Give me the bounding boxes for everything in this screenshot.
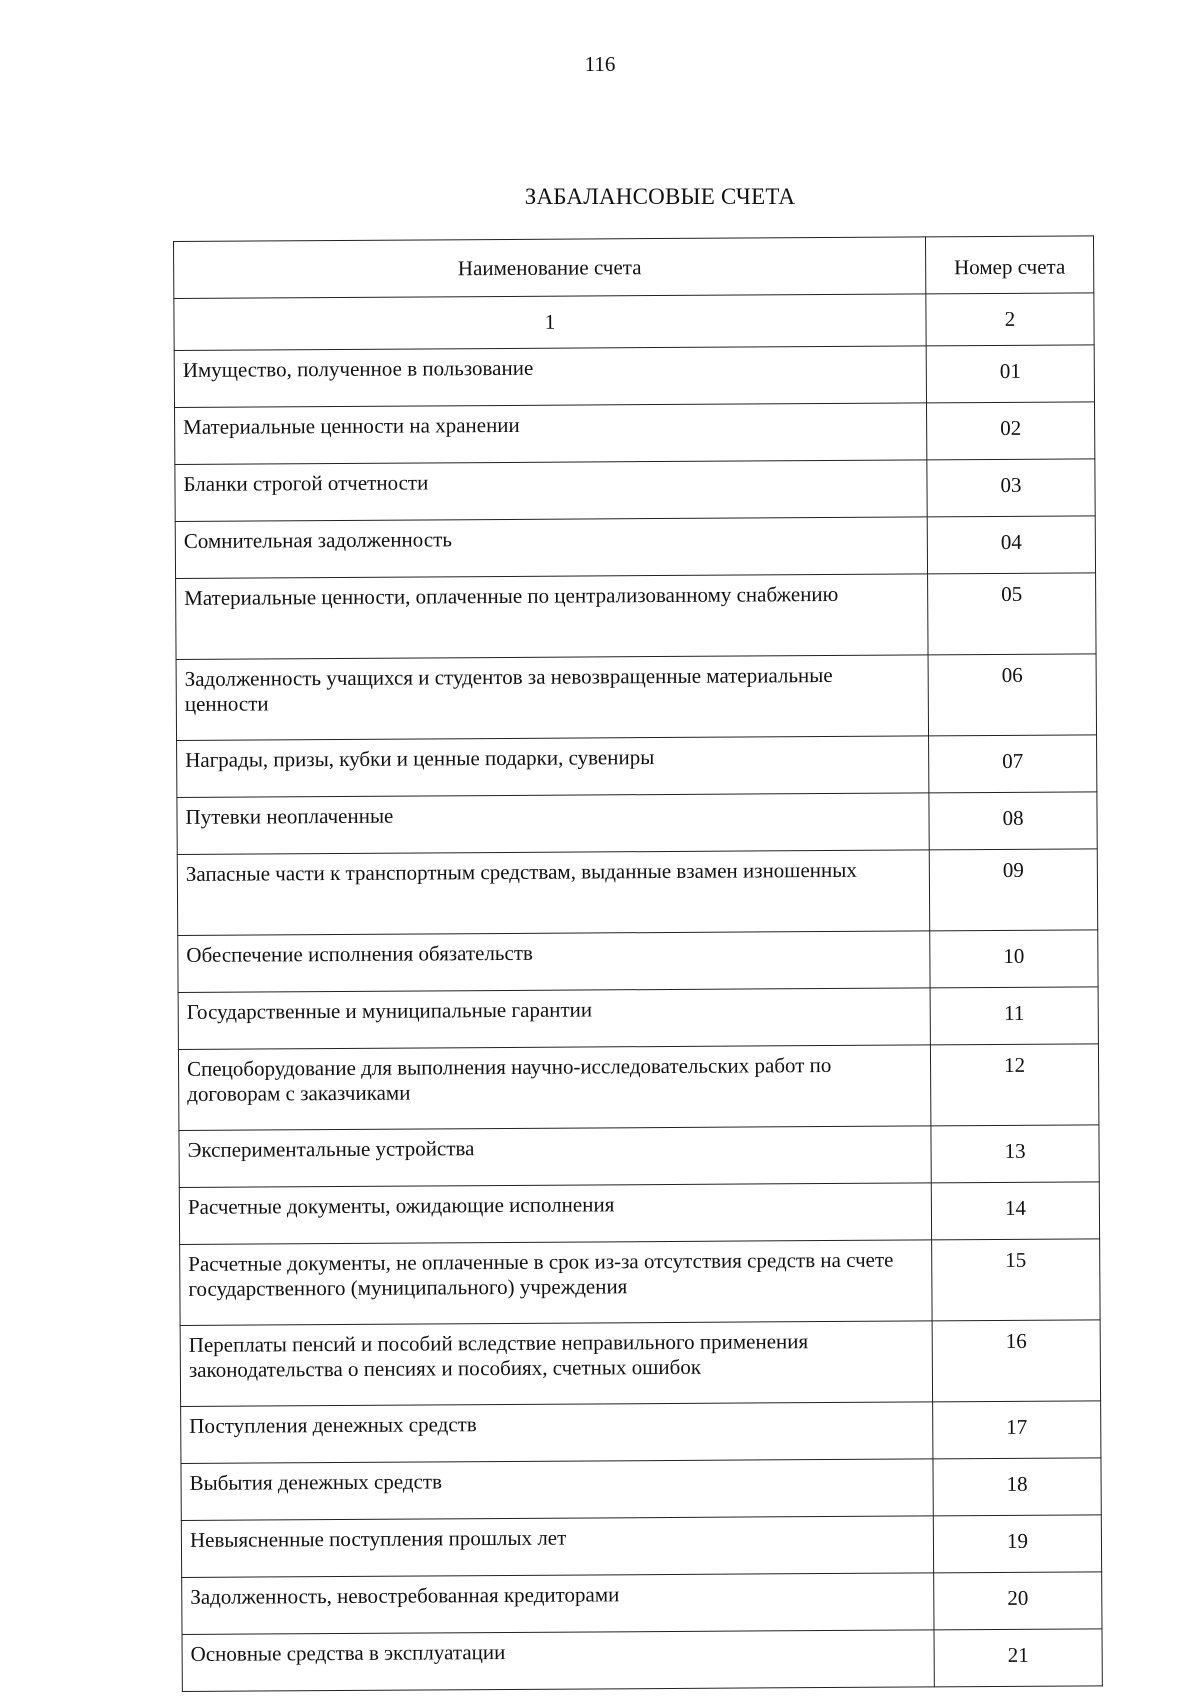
account-name: Спецоборудование для выполнения научно-исследовательских работ по договорам с заказчиками [178,1045,930,1131]
account-number: 11 [930,987,1098,1045]
account-name: Выбытия денежных средств [181,1459,933,1521]
account-name: Экспериментальные устройства [179,1126,931,1188]
account-name: Путевки неоплаченные [177,793,929,855]
account-name: Имущество, полученное в пользование [174,346,926,408]
table-row [182,1572,1102,1635]
column-index-1: 1 [174,294,926,351]
account-name: Основные средства в эксплуатации [182,1630,934,1692]
account-name: Невыясненные поступления прошлых лет [181,1516,933,1578]
table-row [174,345,1094,408]
account-name: Обеспечение исполнения обязательств [178,931,930,993]
table-header-row [174,236,1094,299]
page-number: 116 [584,52,616,76]
account-number: 01 [926,345,1094,403]
account-number: 07 [929,735,1097,793]
account-name: Переплаты пенсий и пособий вследствие неправильного применения законодательства о пенсиях и пособиях, счетных ошибок [180,1321,932,1407]
account-number: 10 [930,930,1098,988]
account-number: 18 [933,1458,1101,1516]
table-row [177,735,1097,798]
header-account-name: Наименование счета [174,237,926,299]
account-name: Запасные части к транспортным средствам, выданные взамен изношенных [177,850,929,936]
account-number: 17 [933,1401,1101,1459]
account-name: Бланки строгой отчетности [175,460,927,522]
account-number: 20 [934,1572,1102,1630]
account-number: 14 [931,1182,1099,1240]
account-name: Материальные ценности, оплаченные по централизованному снабжению [176,574,928,660]
account-number: 05 [928,573,1096,655]
table-row [180,1320,1100,1407]
column-index-row [174,293,1094,351]
table-row [175,402,1095,465]
account-number: 04 [927,516,1095,574]
table-row [178,987,1098,1050]
table-row [175,516,1095,579]
account-name: Сомнительная задолженность [175,517,927,579]
account-name: Расчетные документы, не оплаченные в срок из-за отсутствия средств на счете государственного (муниципального) учреждения [180,1240,932,1326]
account-number: 15 [932,1239,1100,1321]
table-row [181,1401,1101,1464]
account-number: 02 [927,402,1095,460]
account-name: Материальные ценности на хранении [175,403,927,465]
table-row [176,654,1096,741]
table-row [179,1182,1099,1245]
table-row [182,1629,1102,1692]
table-row [178,930,1098,993]
column-index-2: 2 [926,293,1094,346]
account-number: 08 [929,792,1097,850]
table-row [176,573,1096,660]
account-name: Задолженность, невостребованная кредиторами [182,1573,934,1635]
off-balance-accounts-table [173,235,1103,1692]
table-row [179,1125,1099,1188]
table-row [177,849,1097,936]
table-row [180,1239,1100,1326]
account-number: 12 [930,1044,1098,1126]
account-number: 06 [928,654,1096,736]
account-number: 03 [927,459,1095,517]
account-number: 21 [934,1629,1102,1687]
account-name: Расчетные документы, ожидающие исполнения [179,1183,931,1245]
table-row [177,792,1097,855]
table-row [181,1515,1101,1578]
account-name: Задолженность учащихся и студентов за невозвращенные материальные ценности [176,655,928,741]
account-name: Поступления денежных средств [181,1402,933,1464]
account-number: 19 [933,1515,1101,1573]
document-title: ЗАБАЛАНСОВЫЕ СЧЕТА [524,184,796,209]
table-row [181,1458,1101,1521]
account-name: Награды, призы, кубки и ценные подарки, сувениры [177,736,929,798]
account-number: 09 [929,849,1097,931]
account-number: 16 [932,1320,1100,1402]
account-number: 13 [931,1125,1099,1183]
table-row [175,459,1095,522]
account-name: Государственные и муниципальные гарантии [178,988,930,1050]
table-row [178,1044,1098,1131]
header-account-number: Номер счета [925,236,1093,294]
